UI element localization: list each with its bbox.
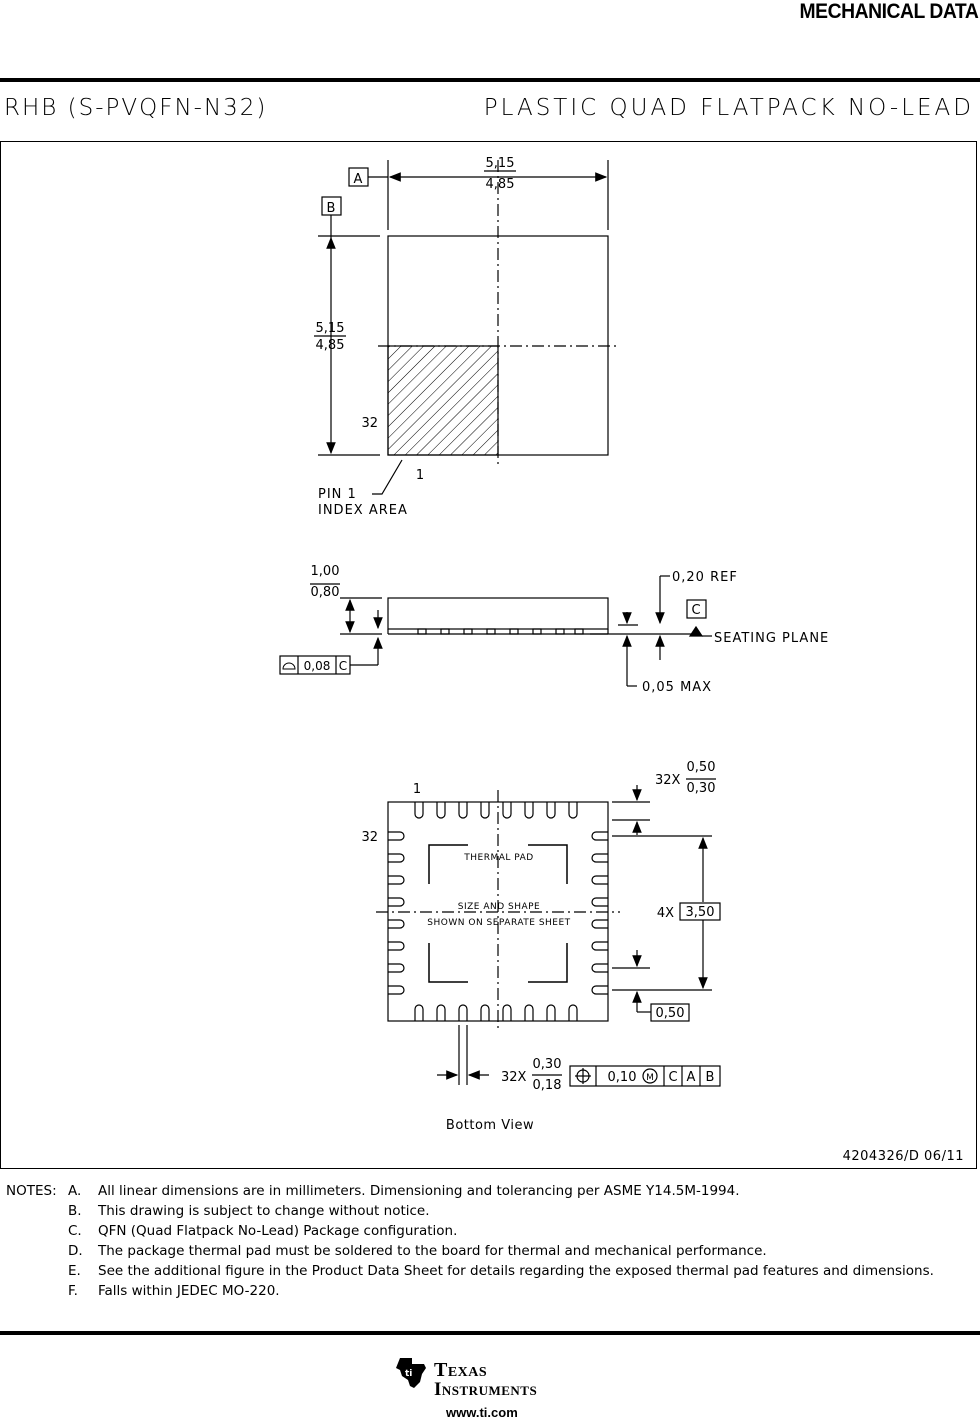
ti-brand	[434, 1360, 537, 1399]
note-text: QFN (Quad Flatpack No-Lead) Package configuration.	[98, 1223, 458, 1239]
width-max: 5,15	[485, 156, 515, 171]
bottom-top-leads	[415, 802, 577, 818]
note-row	[6, 1181, 934, 1201]
pin1-index-area	[388, 346, 498, 455]
position-tolerance-frame	[570, 1066, 720, 1086]
package-name: PLASTIC QUAD FLATPACK NO-LEAD	[483, 95, 974, 121]
note-letter: E.	[68, 1263, 81, 1279]
note-row	[6, 1221, 934, 1241]
drawing-id: 4204326/D 06/11	[842, 1149, 964, 1164]
svg-text:ti: ti	[405, 1369, 413, 1379]
thermal-pad-label: THERMAL PAD	[464, 853, 534, 863]
ti-brand-line1: Texas	[434, 1359, 488, 1381]
pitch-value: 0,50	[655, 1006, 685, 1021]
top-pin-32: 32	[361, 416, 378, 431]
bottom-view-caption: Bottom View	[445, 1118, 535, 1133]
note-row	[6, 1281, 934, 1301]
side-terminals	[418, 629, 583, 634]
bottom-left-leads	[388, 832, 404, 994]
datum-c-label: C	[691, 603, 701, 618]
bottom-rule	[0, 1331, 980, 1335]
tolerance-datum-2: A	[686, 1070, 696, 1085]
bottom-pin-32: 32	[361, 830, 378, 845]
height-max: 5,15	[315, 321, 345, 336]
flatness-datum: C	[338, 659, 348, 673]
seating-plane-label: SEATING PLANE	[714, 631, 830, 646]
height-min: 4,85	[315, 338, 345, 353]
bottom-bottom-leads	[415, 1005, 577, 1021]
note-row	[6, 1261, 934, 1281]
note-text: See the additional figure in the Product Data Sheet for details regarding the exposed thermal pad features and dimensions.	[98, 1263, 934, 1279]
lead-width-qty: 32X	[501, 1070, 527, 1085]
note-text: Falls within JEDEC MO-220.	[98, 1283, 280, 1299]
tolerance-datum-1: C	[668, 1070, 678, 1085]
notes-block	[6, 1181, 934, 1301]
note-letter: D.	[68, 1243, 83, 1259]
width-min: 4,85	[485, 177, 515, 192]
flatness-icon	[283, 663, 295, 669]
ti-state-logo-icon	[394, 1356, 430, 1390]
note-text: All linear dimensions are in millimeters. Dimensioning and tolerancing per ASME Y14.5M-1994.	[98, 1183, 740, 1199]
pin1-callout-1: PIN 1	[318, 487, 357, 502]
tolerance-value: 0,10	[607, 1070, 637, 1085]
note-text: This drawing is subject to change without notice.	[98, 1203, 430, 1219]
section-title: MECHANICAL DATA	[799, 0, 978, 23]
ti-brand-line2: Instruments	[434, 1379, 538, 1400]
note-letter: B.	[68, 1203, 82, 1219]
top-pin-1: 1	[415, 468, 425, 483]
lead-width-min: 0,18	[532, 1078, 562, 1093]
span-qty: 4X	[656, 906, 674, 921]
bottom-right-leads	[592, 832, 608, 994]
thickness-min: 0,80	[310, 585, 340, 600]
flatness-value: 0,08	[303, 659, 331, 673]
bottom-pin-1: 1	[412, 782, 422, 797]
pin1-callout-2: INDEX AREA	[318, 503, 408, 518]
notes-label: NOTES:	[6, 1183, 57, 1199]
thickness-max: 1,00	[310, 564, 340, 579]
note-row	[6, 1241, 934, 1261]
note-row	[6, 1201, 934, 1221]
tolerance-datum-3: B	[705, 1070, 715, 1085]
note-text: The package thermal pad must be soldered to the board for thermal and mechanical performance.	[98, 1243, 767, 1259]
datum-b-label: B	[326, 201, 336, 216]
lead-length-max: 0,50	[686, 760, 716, 775]
bottom-view	[376, 779, 720, 1086]
lead-width-max: 0,30	[532, 1057, 562, 1072]
note-letter: A.	[68, 1183, 82, 1199]
ref-dim: 0,20 REF	[672, 570, 738, 585]
package-code: RHB (S-PVQFN-N32)	[4, 95, 268, 121]
note-letter: C.	[68, 1223, 82, 1239]
pin1-leader	[372, 460, 402, 494]
side-body	[388, 598, 608, 629]
lead-length-qty: 32X	[655, 773, 681, 788]
tolerance-modifier: M	[646, 1073, 654, 1083]
website-link[interactable]: www.ti.com	[446, 1405, 518, 1420]
lead-length-min: 0,30	[686, 781, 716, 796]
span-value: 3,50	[685, 905, 715, 920]
size-shape-label: SIZE AND SHAPE	[457, 902, 541, 912]
top-view	[314, 160, 620, 494]
note-letter: F.	[68, 1283, 78, 1299]
separate-sheet-label: SHOWN ON SEPARATE SHEET	[427, 918, 571, 928]
datum-a-label: A	[353, 172, 363, 187]
seating-plane-triangle	[690, 627, 702, 636]
standoff-label: 0,05 MAX	[642, 680, 713, 695]
